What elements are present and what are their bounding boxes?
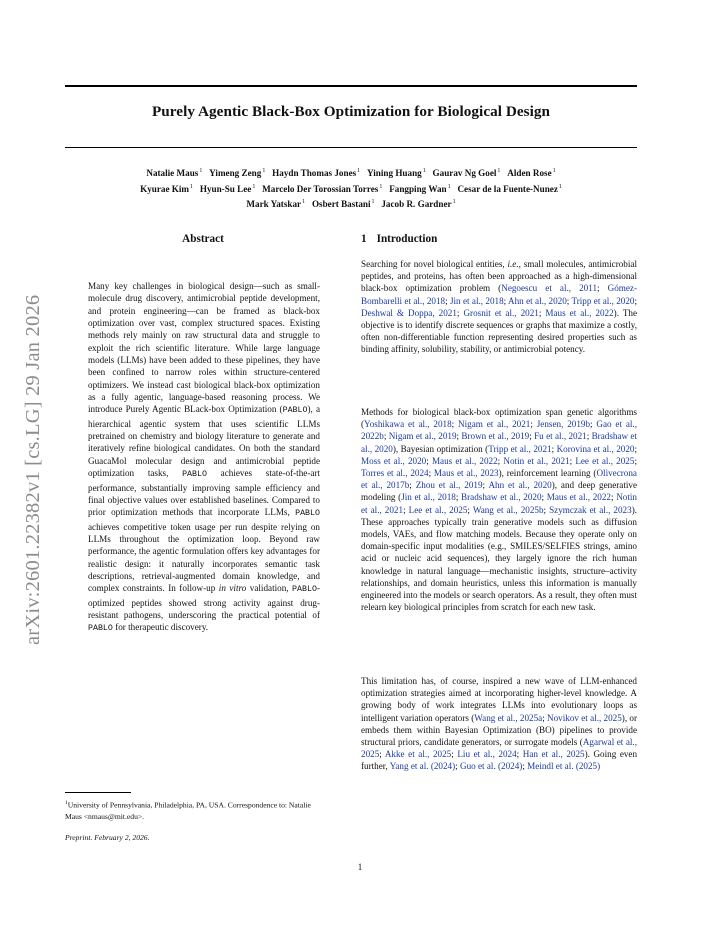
paragraph-text: ;: [551, 443, 557, 454]
author-name: Mark Yatskar: [246, 199, 302, 210]
citation-link[interactable]: Yoshikawa et al., 2018: [364, 419, 452, 430]
author-name: Kyurae Kim: [140, 183, 190, 194]
citation-link[interactable]: Wang et al., 2025b: [472, 504, 544, 515]
paragraph-text: ;: [467, 504, 473, 515]
citation-link[interactable]: Gómez-Bombarelli et al., 2018: [361, 283, 638, 306]
author-name: Alden Rose: [507, 168, 552, 179]
paragraph-text: Methods for biological black-box optimization span genetic algorithms (: [361, 407, 637, 430]
paragraph-text: ;: [379, 749, 385, 760]
citation-link[interactable]: Jensen, 2019b: [536, 419, 591, 430]
paragraph-text: Searching for novel biological entities,: [361, 259, 508, 269]
author-affiliation-mark: 1: [497, 168, 501, 174]
author-affiliation-mark: 1: [558, 183, 562, 190]
citation-link[interactable]: Moss et al., 2020: [361, 455, 427, 466]
paragraph-text: ;: [409, 480, 416, 491]
paragraph-text: ;: [455, 492, 462, 503]
author-line: [65, 181, 637, 197]
author-name: Yimeng Zeng: [209, 168, 262, 179]
citation-link[interactable]: Bradshaw et al., 2020: [461, 492, 542, 503]
paragraph-text: ;: [538, 307, 546, 318]
paragraph-text: ;: [586, 431, 592, 442]
author-line: [65, 165, 637, 181]
page-number: 1: [357, 862, 363, 872]
paragraph-text: ;: [456, 307, 464, 318]
author-affiliation-mark: 1: [379, 183, 383, 190]
paragraph-text: ;: [610, 492, 617, 503]
author-name: Yining Huang: [367, 168, 422, 179]
author-name: Cesar de la Fuente-Nunez: [457, 183, 558, 194]
author-affiliation-mark: 1: [371, 199, 375, 206]
paragraph-text: ;: [497, 455, 504, 466]
citation-link[interactable]: Negoescu et al., 2011: [501, 283, 598, 294]
author-affiliation-mark: 1: [452, 199, 456, 206]
introduction-heading: 1 Introduction: [361, 233, 438, 245]
author-affiliation-mark: 1: [357, 168, 361, 174]
paragraph-text: ), or embeds them within Bayesian Optimization (BO) pipelines to provide structural priors, candidate generators, or surrogate models (: [361, 712, 637, 748]
paragraph-text: ;: [482, 480, 489, 491]
author-name: Osbert Bastani: [311, 199, 371, 210]
paragraph-text: ;: [383, 431, 389, 442]
paragraph-text: ;: [428, 468, 434, 479]
title-rule-top: [65, 85, 637, 87]
citation-link[interactable]: Jin et al., 2018: [449, 295, 504, 306]
paragraph-text: ;: [566, 295, 572, 306]
paragraph-text: ;: [503, 295, 509, 306]
paragraph-text: ;: [455, 761, 460, 772]
citation-link[interactable]: Korovina et al., 2020: [556, 443, 635, 454]
paragraph-text: ;: [403, 504, 409, 515]
author-affiliation-mark: 1: [422, 168, 426, 174]
paragraph-text: ;: [634, 455, 637, 466]
affiliation-footnote: $^1$University of Pennsylvania, Philadelphia, PA, USA. Correspondence to: Natalie Maus <nmaus@mit.edu>.: [65, 800, 311, 821]
paragraph-text: ). The objective is to identify discrete sequences or graphs that maximize a costly, often non-differentiable function representing desired properties such as binding affinity, solubility, stability, or antimicrobial potency.: [361, 307, 638, 355]
citation-link[interactable]: Agarwal et al., 2025: [361, 737, 637, 760]
arxiv-identifier[interactable]: arXiv:2601.22382v1 [cs.LG] 29 Jan 2026: [22, 294, 44, 645]
citation-link[interactable]: Lee et al., 2025: [408, 504, 468, 515]
paragraph-text: ;: [590, 419, 597, 430]
paragraph-text: ;: [634, 443, 637, 454]
author-list: [65, 165, 637, 212]
paper-title: Purely Agentic Black-Box Optimization for Biological Design: [151, 103, 551, 120]
citation-link[interactable]: Gao et al., 2022b: [361, 419, 637, 442]
author-name: Natalie Maus: [146, 168, 199, 179]
paragraph-text: ;: [451, 419, 459, 430]
paragraph-text: ;: [451, 749, 458, 760]
citation-link[interactable]: Ahn et al., 2020: [508, 295, 567, 306]
paragraph-text: ;: [445, 295, 450, 306]
author-name: Gaurav Ng Goel: [432, 168, 497, 179]
citation-link[interactable]: Maus et al., 2023: [433, 468, 499, 479]
author-affiliation-mark: 1: [190, 183, 194, 190]
citation-link[interactable]: Nigam et al., 2021: [458, 419, 531, 430]
footnote-rule: [65, 792, 131, 793]
paragraph-text: ;: [543, 504, 550, 515]
paragraph-text: ;: [426, 455, 432, 466]
citation-link[interactable]: Bradshaw et al., 2020: [361, 431, 638, 454]
paragraph-text: ). These approaches typically train generative models such as diffusion models, VAEs, and flow matching models. Because they operate only on domain-specific input modalities (e.g., SMILES/SELFIES strings, amino acid or nucleic acid sequences), they largely ignore the rich human knowledge in natural language—mechanistic insights, structure–activity relationships, and domain heuristics, unless this information is manually engineered into the models or search operators. As a result, they often must relearn key biological principles from scratch for each new task.: [361, 504, 638, 613]
author-name: Haydn Thomas Jones: [272, 168, 357, 179]
author-line: [65, 196, 637, 212]
paragraph-text: ;: [456, 431, 462, 442]
paragraph-text: ;: [569, 455, 576, 466]
citation-link[interactable]: Lee et al., 2025: [575, 455, 635, 466]
citation-link[interactable]: Meindl et al. (2025): [527, 761, 601, 772]
citation-link[interactable]: Deshwal & Doppa, 2021: [361, 307, 457, 318]
title-rule-bottom: [65, 147, 637, 148]
author-affiliation-mark: 1: [252, 183, 256, 190]
citation-link[interactable]: Szymczak et al., 2023: [549, 504, 632, 515]
paragraph-text: ;: [516, 749, 523, 760]
citation-link[interactable]: Olivecrona et al., 2017b: [361, 468, 637, 491]
citation-link[interactable]: Yang et al. (2024): [389, 761, 456, 772]
citation-link[interactable]: Grosnit et al., 2021: [463, 307, 539, 318]
paragraph-text: ;: [530, 419, 537, 430]
author-affiliation-mark: 1: [447, 183, 451, 190]
preprint-date: Preprint. February 2, 2026.: [65, 833, 150, 842]
citation-link[interactable]: Wang et al., 2025a: [474, 712, 543, 723]
abstract-heading: Abstract: [182, 233, 224, 245]
paragraph-text: ), Bayesian optimization (: [392, 443, 489, 454]
paragraph-text: ;: [542, 712, 548, 723]
citation-link[interactable]: Notin et al., 2021: [361, 492, 637, 515]
citation-link[interactable]: Maus et al., 2022: [545, 307, 614, 318]
citation-link[interactable]: Jin et al., 2018: [401, 492, 456, 503]
citation-link[interactable]: Notin et al., 2021: [503, 455, 570, 466]
citation-link[interactable]: Han et al., 2025: [522, 749, 585, 760]
intro-paragraph-1: [361, 258, 637, 356]
paragraph-text: i.e.: [507, 259, 519, 269]
citation-link[interactable]: Akke et al., 2025: [384, 749, 452, 760]
citation-link[interactable]: Novikov et al., 2025: [547, 712, 622, 723]
citation-link[interactable]: Ahn et al., 2020: [488, 480, 552, 491]
citation-link[interactable]: Maus et al., 2022: [546, 492, 611, 503]
author-affiliation-mark: 1: [262, 168, 266, 174]
paragraph-text: ;: [634, 295, 638, 306]
author-affiliation-mark: 1: [552, 168, 556, 174]
citation-link[interactable]: Zhou et al., 2019: [415, 480, 483, 491]
paragraph-text: ;: [597, 283, 608, 294]
author-affiliation-mark: 1: [199, 168, 203, 174]
citation-link[interactable]: Fu et al., 2021: [534, 431, 587, 442]
paragraph-text: ;: [522, 761, 528, 772]
citation-link[interactable]: Tripp et al., 2021: [488, 443, 552, 454]
author-name: Fangping Wan: [389, 183, 447, 194]
intro-paragraph-2: [361, 406, 637, 613]
citation-link[interactable]: Brown et al., 2019: [461, 431, 530, 442]
paragraph-text: ;: [529, 431, 535, 442]
author-name: Jacob R. Gardner: [381, 199, 452, 210]
paragraph-text: This limitation has, of course, inspired a new wave of LLM-enhanced optimization strategies aimed at incorporating higher-level knowledge. A growing body of work integrates LLMs into evolutionary loops as intelligent variation operators (: [361, 676, 637, 723]
abstract-text: Many key challenges in biological design—such as small-molecule drug discovery, antimicrobial peptide development, and protein engineering—can be framed as black-box optimization over vast, complex structured spaces. Existing methods rely mainly on raw structural data and struggle to exploit the rich scientific literature. While large language models (LLMs) have been added to these pipelines, they have been confined to narrow roles within structure-centered optimizers. We instead cast biological black-box optimization as a fully agentic, language-based reasoning process. We introduce Purely Agentic BLack-box Optimization (PABLO), a hierarchical agentic system that uses scientific LLMs pretrained on chemistry and biology literature to generate and iteratively refine biological candidates. On both the standard GuacaMol molecular design and antimicrobial peptide optimization tasks, PABLO achieves state-of-the-art performance, substantially improving sample efficiency and final objective values over established baselines. Compared to prior optimization methods that incorporate LLMs, PABLO achieves competitive token usage per run despite relying on LLMs throughout the optimization loop. Beyond raw performance, the agentic formulation offers key advantages for realistic design: it naturally incorporates semantic task descriptions, retrieval-augmented domain knowledge, and complex constraints. In follow-up in vitro validation, PABLO-optimized peptides showed strong activity against drug-resistant pathogens, underscoring the practical potential of PABLO for therapeutic discovery.: [88, 281, 321, 634]
paragraph-text: , small molecules, antimicrobial peptides, and proteins, has often been approached as a high-dimensional black-box optimization problem (: [361, 259, 637, 294]
citation-link[interactable]: Guo et al. (2024): [460, 761, 523, 772]
citation-link[interactable]: Torres et al., 2024: [361, 468, 429, 479]
citation-link[interactable]: Liu et al., 2024: [457, 749, 517, 760]
author-name: Marcelo Der Torossian Torres: [262, 183, 379, 194]
intro-paragraph-3: [361, 675, 637, 773]
author-affiliation-mark: 1: [302, 199, 306, 206]
author-name: Hyun-Su Lee: [199, 183, 252, 194]
citation-link[interactable]: Tripp et al., 2020: [571, 295, 635, 306]
paragraph-text: ;: [541, 492, 547, 503]
citation-link[interactable]: Nigam et al., 2019: [388, 431, 457, 442]
paragraph-text: ). Going even further,: [361, 749, 638, 772]
citation-link[interactable]: Maus et al., 2022: [431, 455, 498, 466]
paragraph-text: ), reinforcement learning (: [498, 468, 597, 479]
paragraph-text: ), and deep generative modeling (: [361, 480, 638, 503]
